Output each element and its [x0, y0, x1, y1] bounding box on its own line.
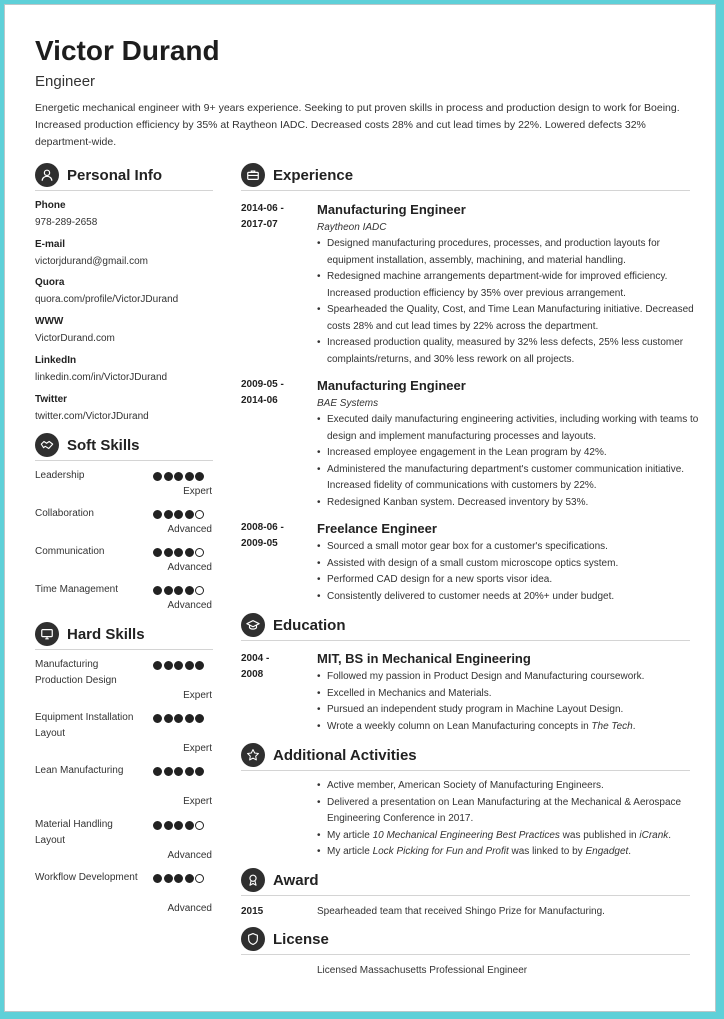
skill-rating: [153, 586, 206, 595]
candidate-title: Engineer: [35, 73, 96, 90]
skill-level: Expert: [183, 690, 212, 701]
rating-dot-filled: [174, 821, 183, 830]
divider: [35, 190, 213, 191]
resume-page: [4, 4, 716, 1012]
award-heading: [241, 868, 319, 892]
publication-name: The Tech: [591, 720, 633, 732]
section-title: Personal Info: [67, 166, 163, 184]
job-bullets: [317, 412, 705, 511]
education-heading: [241, 613, 346, 637]
twitter-label: Twitter: [35, 394, 68, 405]
degree-title: MIT, BS in Mechanical Engineering: [317, 651, 531, 666]
bullet-text: My article: [327, 846, 373, 857]
bullet-item: • Administered the manufacturing department's customer communication initiative. Increased fidelity of communications with customers by 22%.: [327, 462, 705, 495]
rating-dot-filled: [185, 510, 194, 519]
bullet-text: .: [632, 720, 636, 732]
date-end: 2017-07: [241, 219, 278, 230]
rating-dot-filled: [174, 874, 183, 883]
job-title: Freelance Engineer: [317, 521, 437, 536]
rating-dot-filled: [185, 661, 194, 670]
rating-dot-filled: [195, 767, 204, 776]
bullet-item: • Sourced a small motor gear box for a customer's specifications.: [327, 539, 705, 556]
skill-name: Workflow Development: [35, 872, 138, 883]
section-title: Hard Skills: [67, 625, 145, 643]
bullet-text: was published in: [559, 829, 640, 841]
bullet-text: Wrote a weekly column on Lean Manufacturing concepts in: [327, 720, 592, 732]
company-name: BAE Systems: [317, 398, 379, 409]
handshake-icon: [35, 433, 59, 457]
skill-rating: [153, 821, 206, 830]
bullet-item: • Performed CAD design for a new sports visor idea.: [327, 572, 705, 589]
rating-dot-filled: [153, 586, 162, 595]
date-end: 2008: [241, 669, 264, 680]
skill-rating: [153, 714, 206, 723]
article-title: Lock Picking for Fun and Profit: [372, 846, 509, 857]
rating-dot-filled: [174, 548, 183, 557]
rating-dot-filled: [185, 821, 194, 830]
summary-text: Energetic mechanical engineer with 9+ years experience. Seeking to put proven skills in process and production design to work for Boeing. Increased production efficiency by 35% at Raytheon IADC. Decreased costs 28% and cut lead times by 22%. Lowered defects 32% department-wide.: [35, 102, 680, 148]
bullet-item: • Active member, American Society of Manufacturing Engineers.: [327, 778, 705, 795]
bullet-item: • Executed daily manufacturing engineering activities, including working with teams to design and implement manufacturing processes and layouts.: [327, 412, 705, 445]
rating-dot-filled: [164, 714, 173, 723]
candidate-name: Victor Durand: [35, 35, 220, 66]
bullet-item: • Consistently delivered to customer needs at 20%+ under budget.: [327, 589, 705, 606]
rating-dot-filled: [185, 767, 194, 776]
bullet-item: • Excelled in Mechanics and Materials.: [327, 686, 705, 703]
date-end: 2009-05: [241, 538, 278, 549]
job-bullets: [317, 539, 705, 605]
bullet-item: [327, 844, 705, 861]
rating-dot-filled: [174, 586, 183, 595]
bullet-item: • Assisted with design of a small custom microscope optics system.: [327, 556, 705, 573]
rating-dot-filled: [164, 510, 173, 519]
divider: [241, 954, 690, 955]
linkedin-value: linkedin.com/in/VictorJDurand: [35, 372, 168, 383]
date-start: 2009-05 -: [241, 379, 284, 390]
email-value: victorjdurand@gmail.com: [35, 256, 148, 267]
divider: [35, 649, 213, 650]
bullet-item: • Designed manufacturing procedures, processes, and production layouts for equipment installation, assembly, machining, and material handling.: [327, 236, 705, 269]
graduation-cap-icon: [241, 613, 265, 637]
skill-name: Equipment Installation Layout: [35, 712, 134, 739]
date-start: 2004 -: [241, 653, 270, 664]
section-title: License: [273, 930, 329, 948]
rating-dot-filled: [185, 548, 194, 557]
award-ribbon-icon: [241, 868, 265, 892]
rating-dot-filled: [174, 714, 183, 723]
license-text: Licensed Massachusetts Professional Engineer: [317, 965, 528, 976]
rating-dot-filled: [185, 586, 194, 595]
rating-dot-filled: [164, 874, 173, 883]
bullet-text: was linked to by: [508, 846, 586, 857]
skill-level: Advanced: [167, 524, 212, 535]
skill-level: Expert: [183, 743, 212, 754]
skill-level: Advanced: [167, 903, 212, 914]
skill-name: Manufacturing Production Design: [35, 659, 117, 686]
rating-dot-filled: [153, 874, 162, 883]
section-title: Education: [273, 616, 346, 634]
bullet-text: .: [668, 829, 672, 841]
license-heading: [241, 927, 329, 951]
rating-dot-filled: [195, 661, 204, 670]
job-date: [241, 377, 284, 409]
rating-dot-filled: [153, 821, 162, 830]
bullet-item: [327, 828, 705, 845]
twitter-value: twitter.com/VictorJDurand: [35, 411, 149, 422]
bullet-text: My article: [327, 829, 373, 841]
education-date: [241, 651, 269, 683]
section-title: Experience: [273, 166, 354, 184]
job-date: [241, 201, 284, 233]
bullet-item: • Pursued an independent study program in Machine Layout Design.: [327, 702, 705, 719]
rating-dot-filled: [164, 472, 173, 481]
bullet-item: • Redesigned machine arrangements department-wide for improved efficiency. Increased production efficiency by 35% over previous arrangement.: [327, 269, 705, 302]
skill-rating: [153, 472, 206, 481]
education-bullets: [317, 669, 705, 735]
award-year: 2015: [241, 906, 264, 917]
rating-dot-empty: [195, 586, 204, 595]
divider: [241, 640, 690, 641]
divider: [241, 190, 690, 191]
publication-name: Engadget: [585, 846, 629, 857]
rating-dot-filled: [164, 767, 173, 776]
soft-skills-heading: [35, 433, 140, 457]
date-start: 2014-06 -: [241, 203, 284, 214]
rating-dot-empty: [195, 548, 204, 557]
skill-level: Expert: [183, 796, 212, 807]
section-title: Soft Skills: [67, 436, 140, 454]
rating-dot-filled: [185, 874, 194, 883]
rating-dot-filled: [185, 714, 194, 723]
phone-label: Phone: [35, 200, 66, 211]
job-title: Manufacturing Engineer: [317, 378, 466, 393]
rating-dot-filled: [174, 510, 183, 519]
rating-dot-filled: [164, 586, 173, 595]
bullet-item: • Increased employee engagement in the Lean program by 42%.: [327, 445, 705, 462]
date-end: 2014-06: [241, 395, 278, 406]
skill-name: Leadership: [35, 470, 85, 481]
bullet-item: • Redesigned Kanban system. Decreased inventory by 53%.: [327, 495, 705, 512]
bullet-item: • Followed my passion in Product Design and Manufacturing coursework.: [327, 669, 705, 686]
rating-dot-filled: [153, 510, 162, 519]
bullet-item: • Spearheaded the Quality, Cost, and Time Lean Manufacturing initiative. Decreased costs 28% and cut lead times by 22% across the department.: [327, 302, 705, 335]
skill-name: Material Handling Layout: [35, 819, 113, 846]
skill-rating: [153, 510, 206, 519]
quora-value: quora.com/profile/VictorJDurand: [35, 294, 179, 305]
linkedin-label: LinkedIn: [35, 355, 77, 366]
skill-level: Advanced: [167, 562, 212, 573]
skill-name: Communication: [35, 546, 105, 557]
rating-dot-filled: [164, 661, 173, 670]
rating-dot-filled: [153, 767, 162, 776]
rating-dot-empty: [195, 510, 204, 519]
skill-name: Collaboration: [35, 508, 94, 519]
hard-skills-heading: [35, 622, 145, 646]
skill-level: Expert: [183, 486, 212, 497]
rating-dot-filled: [185, 472, 194, 481]
star-icon: [241, 743, 265, 767]
skill-name: Time Management: [35, 584, 118, 595]
rating-dot-empty: [195, 874, 204, 883]
shield-icon: [241, 927, 265, 951]
skill-rating: [153, 874, 206, 883]
phone-value: 978-289-2658: [35, 217, 98, 228]
quora-label: Quora: [35, 277, 65, 288]
divider: [241, 770, 690, 771]
monitor-icon: [35, 622, 59, 646]
skill-rating: [153, 548, 206, 557]
job-date: [241, 520, 284, 552]
skill-level: Advanced: [167, 850, 212, 861]
activities-heading: [241, 743, 417, 767]
email-label: E-mail: [35, 239, 66, 250]
bullet-item: • Increased production quality, measured by 32% less defects, 25% less customer complaints/returns, and 30% less rework on all projects.: [327, 335, 705, 368]
rating-dot-filled: [153, 548, 162, 557]
rating-dot-filled: [164, 821, 173, 830]
job-bullets: [317, 236, 705, 368]
rating-dot-filled: [195, 472, 204, 481]
rating-dot-filled: [174, 472, 183, 481]
divider: [35, 460, 213, 461]
award-text: Spearheaded team that received Shingo Prize for Manufacturing.: [317, 906, 605, 917]
article-title: 10 Mechanical Engineering Best Practices: [372, 829, 560, 841]
rating-dot-filled: [174, 661, 183, 670]
skill-name: Lean Manufacturing: [35, 765, 124, 776]
www-label: WWW: [35, 316, 64, 327]
activities-bullets: [317, 778, 705, 861]
skill-rating: [153, 661, 206, 670]
bullet-item: [327, 719, 705, 736]
experience-heading: [241, 163, 353, 187]
rating-dot-filled: [153, 661, 162, 670]
section-title: Additional Activities: [273, 746, 417, 764]
bullet-text: .: [628, 846, 632, 857]
rating-dot-filled: [195, 714, 204, 723]
rating-dot-filled: [153, 472, 162, 481]
skill-rating: [153, 767, 206, 776]
job-title: Manufacturing Engineer: [317, 202, 466, 217]
section-title: Award: [273, 871, 319, 889]
www-value: VictorDurand.com: [35, 333, 115, 344]
rating-dot-filled: [153, 714, 162, 723]
divider: [241, 895, 690, 896]
user-icon: [35, 163, 59, 187]
rating-dot-filled: [164, 548, 173, 557]
rating-dot-filled: [174, 767, 183, 776]
rating-dot-empty: [195, 821, 204, 830]
bullet-item: • Delivered a presentation on Lean Manufacturing at the Mechanical & Aerospace Engineering Conference in 2017.: [327, 795, 705, 828]
company-name: Raytheon IADC: [317, 222, 387, 233]
skill-level: Advanced: [167, 600, 212, 611]
personal-info-heading: [35, 163, 162, 187]
date-start: 2008-06 -: [241, 522, 284, 533]
briefcase-icon: [241, 163, 265, 187]
publication-name: iCrank: [639, 829, 669, 841]
